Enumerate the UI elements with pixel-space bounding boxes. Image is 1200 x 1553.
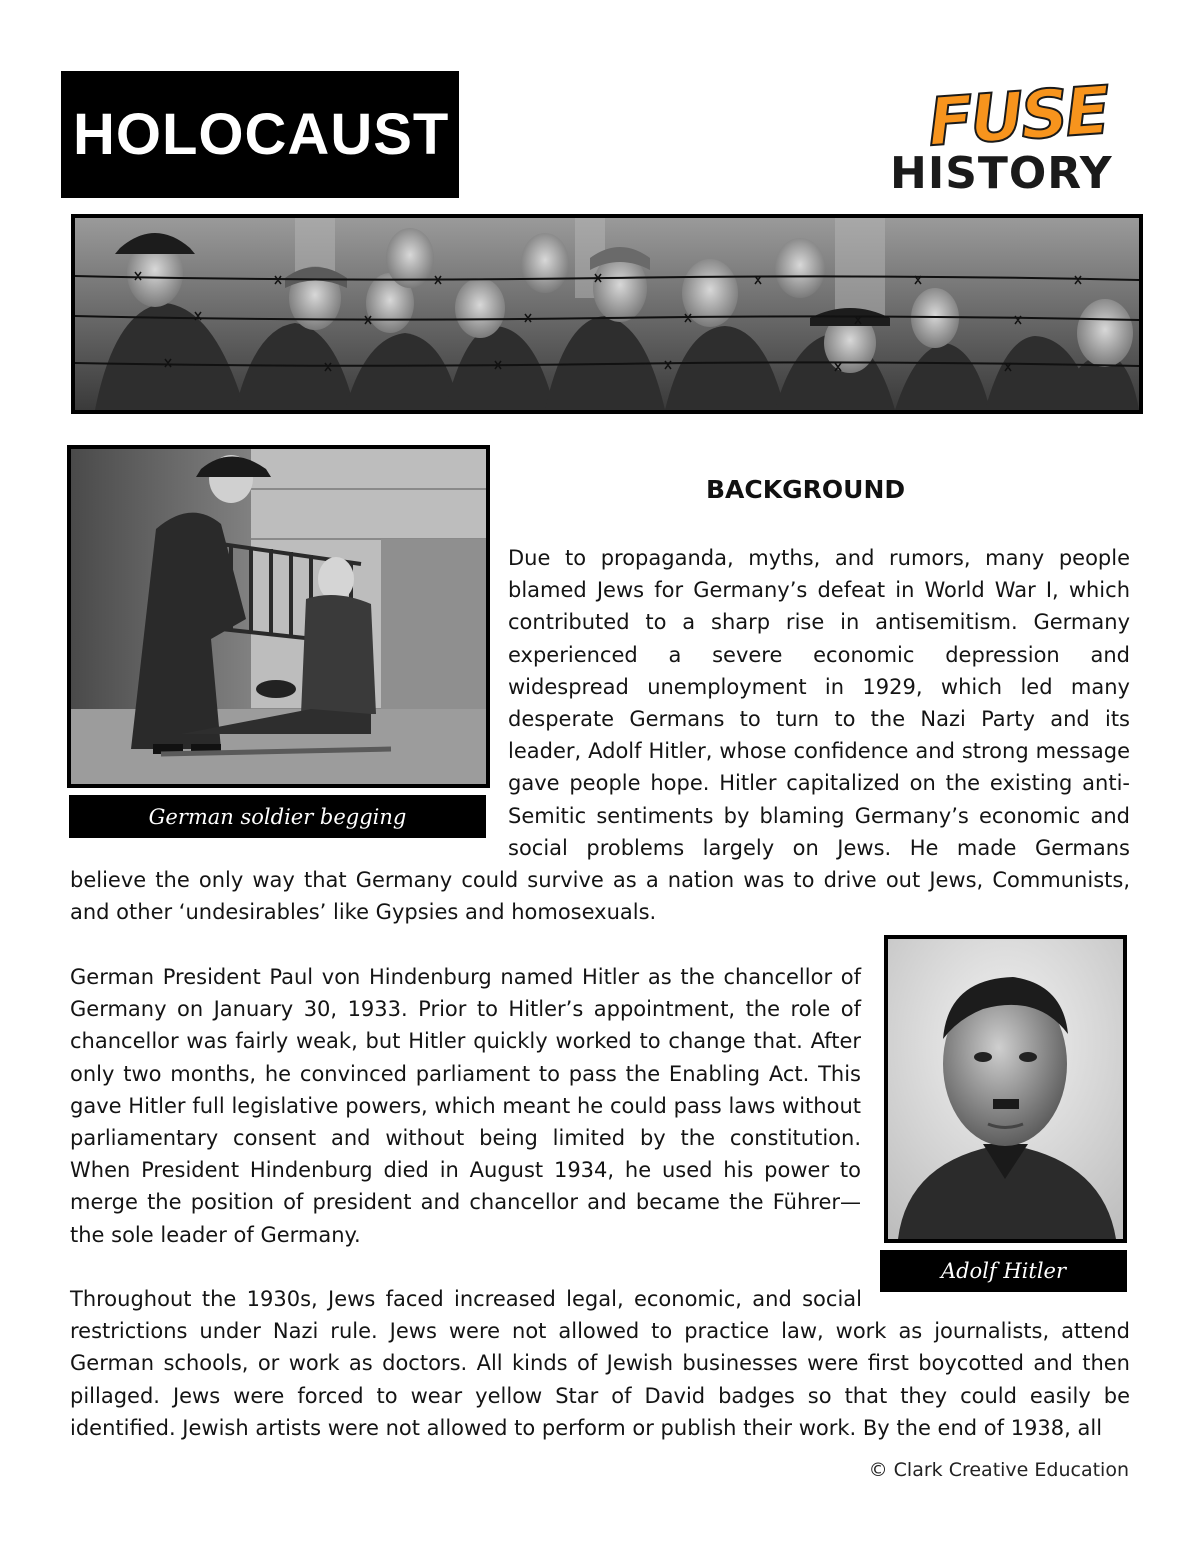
logo-fuse-text: FUSE <box>925 71 1110 162</box>
fuse-history-logo <box>890 71 1135 199</box>
paragraph-1 <box>70 542 1130 928</box>
hitler-portrait-photo <box>884 935 1127 1243</box>
banner-photo <box>71 214 1143 414</box>
paragraph-1-text: Due to propaganda, myths, and rumors, many people blamed Jews for Germany’s defeat in World War I, which contributed to a sharp rise in antisemitism. Germany experienced a severe economic depression and widespread unemployment in 1929, which led many desperate Germans to turn to the Nazi Party and its leader, Adolf Hitler, whose confidence and strong message gave people hope. Hitler capitalized on the existing anti-Semitic sentiments by blaming Germany’s economic and social problems largely on Jews. He made Germans believe the only way that Germany could survive as a nation was to drive out Jews, Communists, and other ‘undesirables’ like Gypsies and homosexuals. <box>70 546 1130 925</box>
paragraph-2 <box>70 961 861 1251</box>
copyright-footer: © Clark Creative Education <box>868 1459 1129 1481</box>
paragraph-3-text: Throughout the 1930s, Jews faced increased legal, economic, and social restrictions under Nazi rule. Jews were not allowed to practice law, work as journalists, attend German schools, or work as doctors. All kinds of Jewish businesses were first boycotted and then pillaged. Jews were forced to wear yellow Star of David badges so that they could easily be identified. Jewish artists were not allowed to perform or publish their work. By the end of 1938, all <box>70 1287 1130 1440</box>
paragraph-3 <box>70 1283 1130 1444</box>
hitler-caption-text: Adolf Hitler <box>940 1259 1067 1283</box>
page-title: HOLOCAUST <box>73 102 450 167</box>
paragraph-2-text: German President Paul von Hindenburg named Hitler as the chancellor of Germany on January 30, 1933. Prior to Hitler’s appointment, the role of chancellor was fairly weak, but Hitler quickly worked to change that. After only two months, he convinced parliament to pass the Enabling Act. This gave Hitler full legislative powers, which meant he could pass laws without parliamentary consent and without being limited by the constitution. When President Hindenburg died in August 1934, he used his power to merge the position of president and chancellor and became the Führer—the sole leader of Germany. <box>70 965 861 1247</box>
banner-illustration <box>75 218 1139 410</box>
soldier-caption-text: German soldier begging <box>148 804 407 829</box>
section-heading: BACKGROUND <box>706 475 906 504</box>
logo-history-text: HISTORY <box>890 148 1113 199</box>
float-spacer <box>70 542 508 862</box>
title-box <box>61 71 459 198</box>
float-spacer <box>862 1283 1130 1313</box>
portrait-illustration <box>888 939 1123 1239</box>
